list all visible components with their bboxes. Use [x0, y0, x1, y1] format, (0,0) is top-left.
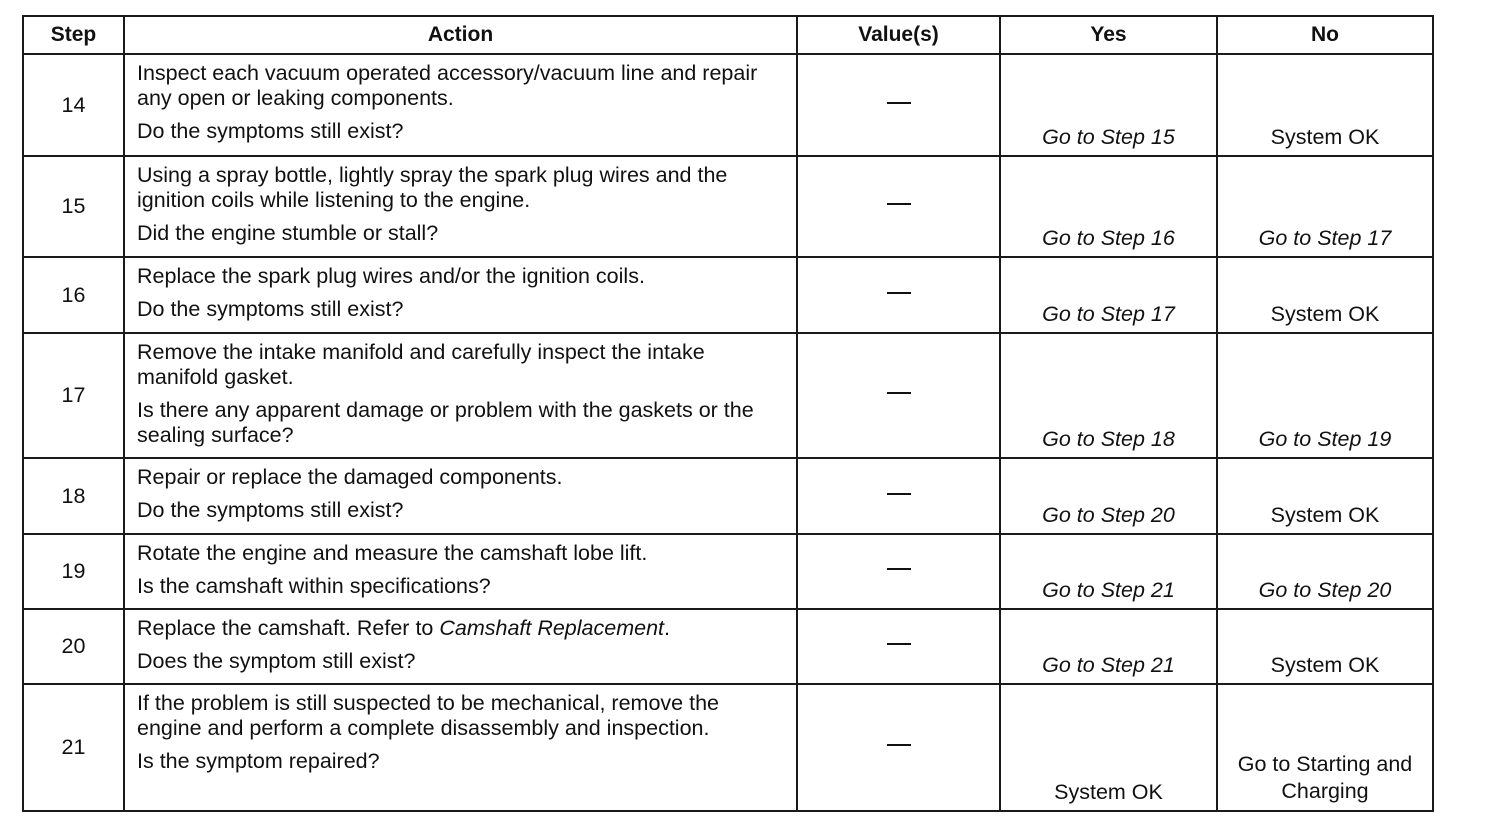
action-question: Is the camshaft within specifications? — [137, 574, 491, 598]
value-dash — [887, 203, 911, 205]
camshaft-replacement-reference: Camshaft Replacement — [439, 616, 665, 640]
yes-result: Go to Step 16 — [1042, 226, 1175, 250]
yes-cell — [1000, 333, 1217, 458]
no-result: Go to Starting and Charging — [1237, 752, 1413, 803]
no-cell — [1217, 156, 1433, 257]
value-cell — [797, 257, 1000, 333]
step-number: 18 — [23, 458, 124, 534]
value-cell — [797, 156, 1000, 257]
table-row — [23, 156, 1433, 257]
table-row — [23, 684, 1433, 811]
value-dash — [887, 392, 911, 394]
action-instruction: Using a spray bottle, lightly spray the spark plug wires and the ignition coils while listening to the engine. — [137, 163, 728, 212]
header-values: Value(s) — [797, 16, 1000, 54]
action-instruction: Inspect each vacuum operated accessory/vacuum line and repair any open or leaking components. — [137, 61, 758, 110]
header-step: Step — [23, 16, 124, 54]
action-instruction: Repair or replace the damaged components. — [137, 465, 563, 489]
yes-result: Go to Step 20 — [1042, 503, 1175, 527]
header-no: No — [1217, 16, 1433, 54]
value-cell — [797, 609, 1000, 684]
value-cell — [797, 458, 1000, 534]
yes-cell — [1000, 156, 1217, 257]
no-cell — [1217, 458, 1433, 534]
diagnostic-table — [22, 15, 1434, 812]
no-cell — [1217, 54, 1433, 156]
no-result: Go to Step 17 — [1258, 226, 1392, 250]
action-cell — [124, 609, 797, 684]
value-dash — [887, 102, 911, 104]
yes-result: Go to Step 21 — [1042, 653, 1175, 677]
action-question: Do the symptoms still exist? — [137, 119, 404, 143]
action-cell — [124, 458, 797, 534]
no-result: Go to Step 20 — [1258, 578, 1392, 602]
diagnostic-table-page — [22, 15, 1432, 809]
value-dash — [887, 744, 911, 746]
action-instruction: If the problem is still suspected to be mechanical, remove the engine and perform a complete disassembly and inspection. — [137, 691, 719, 740]
no-cell — [1217, 684, 1433, 811]
action-question: Do the symptoms still exist? — [137, 498, 404, 522]
table-row — [23, 609, 1433, 684]
no-cell — [1217, 609, 1433, 684]
table-row — [23, 333, 1433, 458]
yes-result: Go to Step 17 — [1042, 302, 1175, 326]
yes-result: System OK — [1054, 780, 1163, 804]
action-cell — [124, 684, 797, 811]
step-number: 16 — [23, 257, 124, 333]
table-header-row — [23, 16, 1433, 54]
value-dash — [887, 643, 911, 645]
no-cell — [1217, 333, 1433, 458]
action-cell — [124, 54, 797, 156]
action-question: Is the symptom repaired? — [137, 749, 380, 773]
table-row — [23, 257, 1433, 333]
step-number: 14 — [23, 54, 124, 156]
value-cell — [797, 534, 1000, 609]
action-instruction — [137, 616, 786, 641]
action-question: Is there any apparent damage or problem with the gaskets or the sealing surface? — [137, 398, 754, 447]
no-cell — [1217, 257, 1433, 333]
table-row — [23, 54, 1433, 156]
value-cell — [797, 333, 1000, 458]
action-cell — [124, 257, 797, 333]
yes-cell — [1000, 609, 1217, 684]
instruction-suffix: . — [664, 616, 670, 640]
table-row — [23, 458, 1433, 534]
no-result: System OK — [1270, 503, 1380, 527]
action-question: Do the symptoms still exist? — [137, 297, 404, 321]
instruction-prefix: Replace the camshaft. Refer to — [137, 616, 440, 640]
step-number: 20 — [23, 609, 124, 684]
yes-cell — [1000, 458, 1217, 534]
action-question: Did the engine stumble or stall? — [137, 221, 439, 245]
action-cell — [124, 156, 797, 257]
header-action: Action — [124, 16, 797, 54]
yes-result: Go to Step 15 — [1042, 125, 1175, 149]
no-result: System OK — [1270, 125, 1380, 149]
action-cell — [124, 333, 797, 458]
step-number: 21 — [23, 684, 124, 811]
no-result: System OK — [1270, 653, 1380, 677]
yes-cell — [1000, 257, 1217, 333]
yes-result: Go to Step 18 — [1042, 427, 1175, 451]
step-number: 15 — [23, 156, 124, 257]
table-row — [23, 534, 1433, 609]
step-number: 17 — [23, 333, 124, 458]
no-result: Go to Step 19 — [1258, 427, 1392, 451]
step-number: 19 — [23, 534, 124, 609]
header-yes: Yes — [1000, 16, 1217, 54]
yes-cell — [1000, 534, 1217, 609]
yes-cell — [1000, 684, 1217, 811]
value-cell — [797, 54, 1000, 156]
yes-result: Go to Step 21 — [1042, 578, 1175, 602]
action-instruction: Rotate the engine and measure the camshaft lobe lift. — [137, 541, 648, 565]
action-instruction: Replace the spark plug wires and/or the ignition coils. — [137, 264, 645, 288]
yes-cell — [1000, 54, 1217, 156]
value-dash — [887, 292, 911, 294]
action-question: Does the symptom still exist? — [137, 649, 416, 673]
action-instruction: Remove the intake manifold and carefully inspect the intake manifold gasket. — [137, 340, 705, 389]
no-result: System OK — [1270, 302, 1380, 326]
no-cell — [1217, 534, 1433, 609]
action-cell — [124, 534, 797, 609]
value-dash — [887, 568, 911, 570]
value-cell — [797, 684, 1000, 811]
value-dash — [887, 493, 911, 495]
